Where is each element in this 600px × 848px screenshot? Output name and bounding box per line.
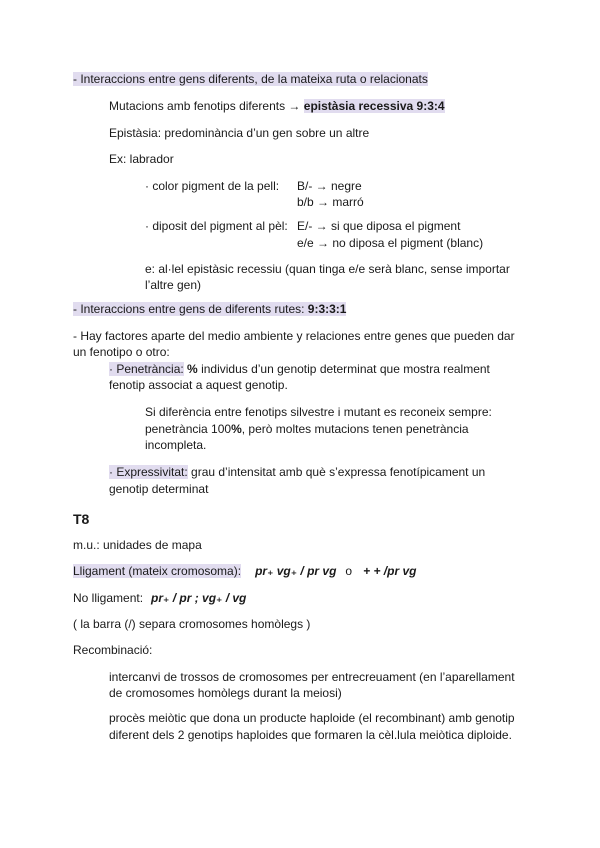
text-line: · Penetrància: % individus d’un genotip determinat que mostra realment (109, 362, 490, 376)
text-line: incompleta. (145, 438, 207, 452)
text-line: penetrància 100%, però moltes mutacions tenen penetrància (145, 422, 469, 436)
text-line: No lligament: pr₊ / pr ; vg₊ / vg (73, 591, 247, 605)
text-line: Si diferència entre fenotips silvestre i mutant es reconeix sempre: (145, 405, 492, 419)
text-line: l’altre gen) (145, 278, 202, 292)
highlight: · Expressivitat: (109, 465, 188, 479)
text-line: · diposit del pigment al pèl: (145, 219, 288, 233)
text-line: - Hay factores aparte del medio ambiente y relaciones entre genes que pueden dar (73, 329, 515, 343)
text-line: · color pigment de la pell: (145, 179, 280, 193)
text-line: ( la barra (/) separa cromosomes homòlegs ) (73, 617, 311, 631)
text-line: fenotip associat a aquest genotip. (109, 378, 288, 392)
highlight: - Interaccions entre gens diferents, de la mateixa ruta o relacionats (73, 72, 428, 86)
text-line: Ex: labrador (109, 152, 174, 166)
text-line: diferent dels 2 genotips haploides que formaren la cèl.lula meiòtica diploide. (109, 728, 512, 742)
highlight: epistàsia recessiva 9:3:4 (303, 99, 445, 113)
highlight: · Penetrància: (109, 362, 184, 376)
text-line: intercanvi de trossos de cromosomes per entrecreuament (en l’aparellament (109, 670, 515, 684)
highlight: Lligament (mateix cromosoma): (73, 564, 242, 578)
text-line: de cromosomes homòlegs durant la meiosi) (109, 686, 342, 700)
text-line: b/b → marró (297, 195, 364, 209)
text-line: · Expressivitat: grau d’intensitat amb què s’expressa fenotípicament un (109, 465, 486, 479)
text-line: procès meiòtic que dona un producte haploide (el recombinant) amb genotip (109, 711, 515, 725)
text-line: genotip determinat (109, 482, 209, 496)
heading-different-pathways (73, 301, 346, 317)
text-line: un fenotipo o otro: (73, 345, 170, 359)
text-line: Epistàsia: predominància d’un gen sobre un altre (109, 126, 370, 140)
text-line: e: al·lel epistàsic recessiu (quan tinga e/e serà blanc, sense importar (145, 262, 510, 276)
text-line: m.u.: unidades de mapa (73, 538, 202, 552)
text-line: Lligament (mateix cromosoma): pr₊ vg₊ / pr vg o + + /pr vg (73, 564, 417, 578)
text-line: B/- → negre (297, 179, 362, 193)
section-title: T8 (73, 511, 90, 527)
highlight: - Interaccions entre gens de diferents rutes: 9:3:3:1 (73, 302, 347, 316)
text-line: e/e → no diposa el pigment (blanc) (297, 236, 484, 250)
text-line: Mutacions amb fenotips diferents → epistàsia recessiva 9:3:4 (109, 99, 445, 113)
text-line: E/- → si que diposa el pigment (297, 219, 461, 233)
text-line: Recombinació: (73, 643, 153, 657)
heading-same-pathway (73, 71, 428, 87)
